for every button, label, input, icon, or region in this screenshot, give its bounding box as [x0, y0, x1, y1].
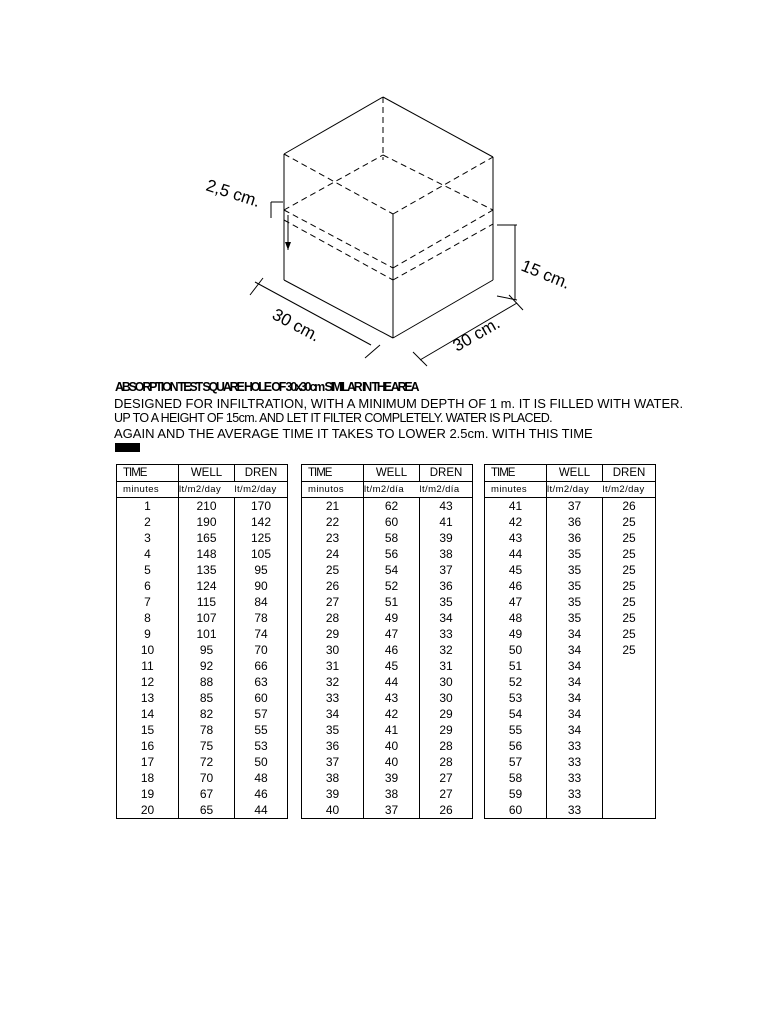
table-row: [485, 546, 656, 562]
table-row: [485, 626, 656, 642]
infiltration-table-3: [484, 464, 656, 819]
table-cell: 25: [603, 610, 656, 626]
column-header: WELL: [179, 465, 235, 482]
table-row: [485, 738, 656, 754]
table-cell: 27: [420, 770, 473, 786]
table-cell: 35: [547, 578, 603, 594]
column-header: TIME: [302, 465, 364, 482]
table-cell: 63: [235, 674, 288, 690]
unit-label: lt/m2/day: [235, 482, 288, 498]
table-cell: 23: [302, 530, 364, 546]
table-row: [117, 738, 288, 754]
table-cell: 45: [364, 658, 420, 674]
table-cell: 29: [302, 626, 364, 642]
height-label: 15 cm.: [518, 256, 573, 293]
table-cell: 38: [420, 546, 473, 562]
table-cell: 55: [235, 722, 288, 738]
table-cell: 56: [364, 546, 420, 562]
table-cell: 58: [485, 770, 547, 786]
table-cell: 125: [235, 530, 288, 546]
column-header: DREN: [420, 465, 473, 482]
table-cell: [603, 738, 656, 754]
table-cell: 21: [302, 498, 364, 515]
table-cell: 33: [547, 786, 603, 802]
table-cell: 25: [603, 642, 656, 658]
table-cell: 70: [179, 770, 235, 786]
table-cell: 37: [420, 562, 473, 578]
table-cell: 51: [485, 658, 547, 674]
table-cell: [603, 722, 656, 738]
table-cell: 7: [117, 594, 179, 610]
table-cell: 107: [179, 610, 235, 626]
table-cell: 84: [235, 594, 288, 610]
table-row: [117, 786, 288, 802]
table-row: [485, 642, 656, 658]
table-cell: 59: [485, 786, 547, 802]
unit-label: lt/m2/day: [603, 482, 656, 498]
table-row: [485, 706, 656, 722]
table-cell: 41: [420, 514, 473, 530]
table-cell: 32: [302, 674, 364, 690]
table-row: [302, 594, 473, 610]
table-cell: 52: [485, 674, 547, 690]
table-row: [117, 754, 288, 770]
table-row: [117, 690, 288, 706]
table-row: [117, 530, 288, 546]
table-row: [485, 802, 656, 819]
table-cell: 25: [603, 578, 656, 594]
table-cell: 39: [420, 530, 473, 546]
table-cell: 72: [179, 754, 235, 770]
table-row: [302, 722, 473, 738]
table-cell: 88: [179, 674, 235, 690]
table-cell: 210: [179, 498, 235, 515]
table-row: [302, 754, 473, 770]
table-cell: 46: [485, 578, 547, 594]
table-cell: 92: [179, 658, 235, 674]
table-cell: 44: [235, 802, 288, 819]
table-row: [485, 594, 656, 610]
table-unit-row: [117, 482, 288, 498]
table-cell: 49: [364, 610, 420, 626]
table-cell: 34: [547, 674, 603, 690]
table-row: [302, 610, 473, 626]
table-row: [117, 642, 288, 658]
width-left-label: 30 cm.: [269, 304, 324, 346]
table-row: [117, 770, 288, 786]
table-row: [117, 802, 288, 819]
table-cell: 16: [117, 738, 179, 754]
paragraph-line-2: UP TO A HEIGHT OF 15cm. AND LET IT FILTER COMPLETELY. WATER IS PLACED.: [114, 411, 552, 425]
table-cell: 34: [547, 722, 603, 738]
table-cell: 124: [179, 578, 235, 594]
table-row: [117, 562, 288, 578]
table-cell: 43: [364, 690, 420, 706]
table-row: [117, 658, 288, 674]
table-cell: 30: [302, 642, 364, 658]
table-cell: 57: [485, 754, 547, 770]
table-cell: 48: [485, 610, 547, 626]
table-cell: 27: [302, 594, 364, 610]
table-cell: 19: [117, 786, 179, 802]
table-cell: 8: [117, 610, 179, 626]
table-cell: 35: [547, 562, 603, 578]
table-cell: 148: [179, 546, 235, 562]
table-cell: 39: [364, 770, 420, 786]
table-cell: 1: [117, 498, 179, 515]
table-cell: 44: [364, 674, 420, 690]
table-cell: 36: [302, 738, 364, 754]
table-row: [117, 706, 288, 722]
infiltration-table-2: [301, 464, 473, 819]
table-row: [302, 514, 473, 530]
table-cell: 170: [235, 498, 288, 515]
table-cell: 40: [364, 738, 420, 754]
table-cell: 26: [302, 578, 364, 594]
table-cell: 25: [603, 514, 656, 530]
table-row: [302, 530, 473, 546]
table-cell: 78: [179, 722, 235, 738]
table-cell: 48: [235, 770, 288, 786]
redaction-mark: [115, 443, 140, 452]
unit-label: lt/m2/day: [547, 482, 603, 498]
table-cell: 35: [547, 610, 603, 626]
table-cell: 31: [302, 658, 364, 674]
table-cell: 12: [117, 674, 179, 690]
table-row: [302, 578, 473, 594]
table-cell: 85: [179, 690, 235, 706]
table-row: [485, 674, 656, 690]
table-row: [302, 802, 473, 819]
table-cell: 53: [235, 738, 288, 754]
table-cell: 37: [302, 754, 364, 770]
table-cell: 33: [420, 626, 473, 642]
table-cell: 54: [485, 706, 547, 722]
table-cell: 53: [485, 690, 547, 706]
table-cell: 90: [235, 578, 288, 594]
cube-edge: [284, 97, 383, 154]
table-cell: 25: [603, 594, 656, 610]
table-cell: 29: [420, 722, 473, 738]
table-cell: 34: [302, 706, 364, 722]
table-row: [117, 594, 288, 610]
table-cell: 14: [117, 706, 179, 722]
table-cell: 37: [364, 802, 420, 819]
table-cell: 40: [302, 802, 364, 819]
table-row: [302, 770, 473, 786]
table-cell: 17: [117, 754, 179, 770]
table-cell: 95: [179, 642, 235, 658]
table-cell: 135: [179, 562, 235, 578]
table-cell: 60: [364, 514, 420, 530]
table-cell: 34: [547, 658, 603, 674]
table-cell: 65: [179, 802, 235, 819]
table-cell: 34: [547, 690, 603, 706]
width-right-label: 30 cm.: [449, 313, 504, 356]
paragraph-line-1: DESIGNED FOR INFILTRATION, WITH A MINIMUM DEPTH OF 1 m. IT IS FILLED WITH WATER.: [114, 396, 684, 411]
table-row: [485, 578, 656, 594]
table-cell: 58: [364, 530, 420, 546]
table-row: [485, 562, 656, 578]
table-row: [302, 674, 473, 690]
table-row: [302, 658, 473, 674]
table-unit-row: [485, 482, 656, 498]
table-row: [485, 722, 656, 738]
column-header: WELL: [364, 465, 420, 482]
table-cell: [603, 802, 656, 819]
table-cell: 33: [302, 690, 364, 706]
table-row: [302, 498, 473, 515]
table-cell: 2: [117, 514, 179, 530]
table-cell: 95: [235, 562, 288, 578]
table-cell: 37: [547, 498, 603, 515]
table-cell: 52: [364, 578, 420, 594]
section-heading: ABSORPTION TEST SQUARE HOLE OF 30x30cm SIMILAR IN THE AREA: [115, 379, 418, 394]
table-cell: 20: [117, 802, 179, 819]
table-cell: 5: [117, 562, 179, 578]
column-header: TIME: [117, 465, 179, 482]
table-cell: 50: [235, 754, 288, 770]
table-cell: 26: [420, 802, 473, 819]
table-cell: 38: [302, 770, 364, 786]
table-cell: 54: [364, 562, 420, 578]
table-header-row: [117, 465, 288, 482]
table-row: [485, 658, 656, 674]
table-cell: 75: [179, 738, 235, 754]
paragraph-line-3: AGAIN AND THE AVERAGE TIME IT TAKES TO LOWER 2.5cm. WITH THIS TIME: [114, 426, 593, 441]
table-cell: 25: [603, 562, 656, 578]
table-cell: 62: [364, 498, 420, 515]
table-cell: 24: [302, 546, 364, 562]
table-header-row: [485, 465, 656, 482]
table-cell: 101: [179, 626, 235, 642]
table-cell: [603, 674, 656, 690]
table-row: [117, 546, 288, 562]
table-row: [485, 530, 656, 546]
depth-label: 2,5 cm.: [203, 175, 263, 212]
table-cell: 27: [420, 786, 473, 802]
table-cell: 49: [485, 626, 547, 642]
table-cell: 60: [485, 802, 547, 819]
table-row: [117, 514, 288, 530]
table-cell: 31: [420, 658, 473, 674]
table-cell: 34: [420, 610, 473, 626]
table-cell: 10: [117, 642, 179, 658]
column-header: TIME: [485, 465, 547, 482]
table-cell: 34: [547, 706, 603, 722]
table-cell: 46: [364, 642, 420, 658]
column-header: DREN: [603, 465, 656, 482]
table-cell: 28: [302, 610, 364, 626]
table-cell: 165: [179, 530, 235, 546]
table-cell: 35: [420, 594, 473, 610]
table-row: [485, 770, 656, 786]
table-cell: 66: [235, 658, 288, 674]
table-cell: 74: [235, 626, 288, 642]
table-row: [302, 546, 473, 562]
table-cell: [603, 658, 656, 674]
table-row: [485, 498, 656, 515]
table-header-row: [302, 465, 473, 482]
table-cell: 47: [364, 626, 420, 642]
table-cell: 36: [547, 530, 603, 546]
table-cell: 4: [117, 546, 179, 562]
table-cell: 50: [485, 642, 547, 658]
table-cell: [603, 754, 656, 770]
column-header: DREN: [235, 465, 288, 482]
table-cell: 47: [485, 594, 547, 610]
table-cell: 105: [235, 546, 288, 562]
table-cell: 33: [547, 802, 603, 819]
unit-label: minutes: [485, 482, 547, 498]
cube-edge: [383, 97, 493, 157]
table-cell: 32: [420, 642, 473, 658]
table-cell: 56: [485, 738, 547, 754]
table-row: [302, 738, 473, 754]
table-cell: [603, 770, 656, 786]
table-cell: 26: [603, 498, 656, 515]
table-row: [117, 498, 288, 515]
table-cell: 43: [420, 498, 473, 515]
table-cell: 33: [547, 770, 603, 786]
unit-label: lt/m2/día: [420, 482, 473, 498]
unit-label: minutes: [117, 482, 179, 498]
table-cell: 33: [547, 754, 603, 770]
table-cell: 70: [235, 642, 288, 658]
table-row: [302, 562, 473, 578]
table-cell: 33: [547, 738, 603, 754]
table-cell: 22: [302, 514, 364, 530]
table-cell: 25: [603, 626, 656, 642]
table-row: [302, 626, 473, 642]
table-cell: 34: [547, 626, 603, 642]
table-cell: 35: [547, 546, 603, 562]
table-cell: 6: [117, 578, 179, 594]
table-cell: 25: [302, 562, 364, 578]
table-row: [485, 514, 656, 530]
table-cell: 13: [117, 690, 179, 706]
table-cell: 41: [364, 722, 420, 738]
table-cell: [603, 706, 656, 722]
table-cell: 42: [364, 706, 420, 722]
table-cell: 57: [235, 706, 288, 722]
table-cell: 3: [117, 530, 179, 546]
table-cell: 25: [603, 530, 656, 546]
table-cell: 34: [547, 642, 603, 658]
table-row: [117, 610, 288, 626]
table-row: [302, 786, 473, 802]
table-cell: 60: [235, 690, 288, 706]
infiltration-table-1: [116, 464, 288, 819]
table-row: [117, 578, 288, 594]
table-row: [302, 642, 473, 658]
table-cell: 28: [420, 754, 473, 770]
table-row: [302, 706, 473, 722]
table-cell: [603, 690, 656, 706]
table-cell: 28: [420, 738, 473, 754]
unit-label: lt/m2/día: [364, 482, 420, 498]
table-cell: 9: [117, 626, 179, 642]
table-cell: 39: [302, 786, 364, 802]
table-row: [117, 722, 288, 738]
table-cell: 44: [485, 546, 547, 562]
table-cell: [603, 786, 656, 802]
table-cell: 67: [179, 786, 235, 802]
unit-label: lt/m2/day: [179, 482, 235, 498]
table-cell: 29: [420, 706, 473, 722]
table-cell: 30: [420, 690, 473, 706]
table-row: [117, 674, 288, 690]
table-cell: 30: [420, 674, 473, 690]
table-cell: 190: [179, 514, 235, 530]
test-hole-diagram: [195, 90, 585, 375]
table-cell: 35: [302, 722, 364, 738]
table-cell: 55: [485, 722, 547, 738]
table-cell: 36: [547, 514, 603, 530]
table-row: [485, 786, 656, 802]
table-cell: 15: [117, 722, 179, 738]
table-row: [485, 754, 656, 770]
table-row: [485, 610, 656, 626]
table-cell: 25: [603, 546, 656, 562]
table-row: [117, 626, 288, 642]
unit-label: minutos: [302, 482, 364, 498]
table-cell: 82: [179, 706, 235, 722]
table-row: [485, 690, 656, 706]
table-cell: 36: [420, 578, 473, 594]
table-cell: 18: [117, 770, 179, 786]
table-row: [302, 690, 473, 706]
table-cell: 45: [485, 562, 547, 578]
table-cell: 11: [117, 658, 179, 674]
table-cell: 78: [235, 610, 288, 626]
table-cell: 46: [235, 786, 288, 802]
table-cell: 38: [364, 786, 420, 802]
table-unit-row: [302, 482, 473, 498]
table-cell: 40: [364, 754, 420, 770]
table-cell: 35: [547, 594, 603, 610]
table-cell: 43: [485, 530, 547, 546]
column-header: WELL: [547, 465, 603, 482]
table-cell: 51: [364, 594, 420, 610]
table-cell: 41: [485, 498, 547, 515]
table-cell: 115: [179, 594, 235, 610]
table-cell: 42: [485, 514, 547, 530]
table-cell: 142: [235, 514, 288, 530]
